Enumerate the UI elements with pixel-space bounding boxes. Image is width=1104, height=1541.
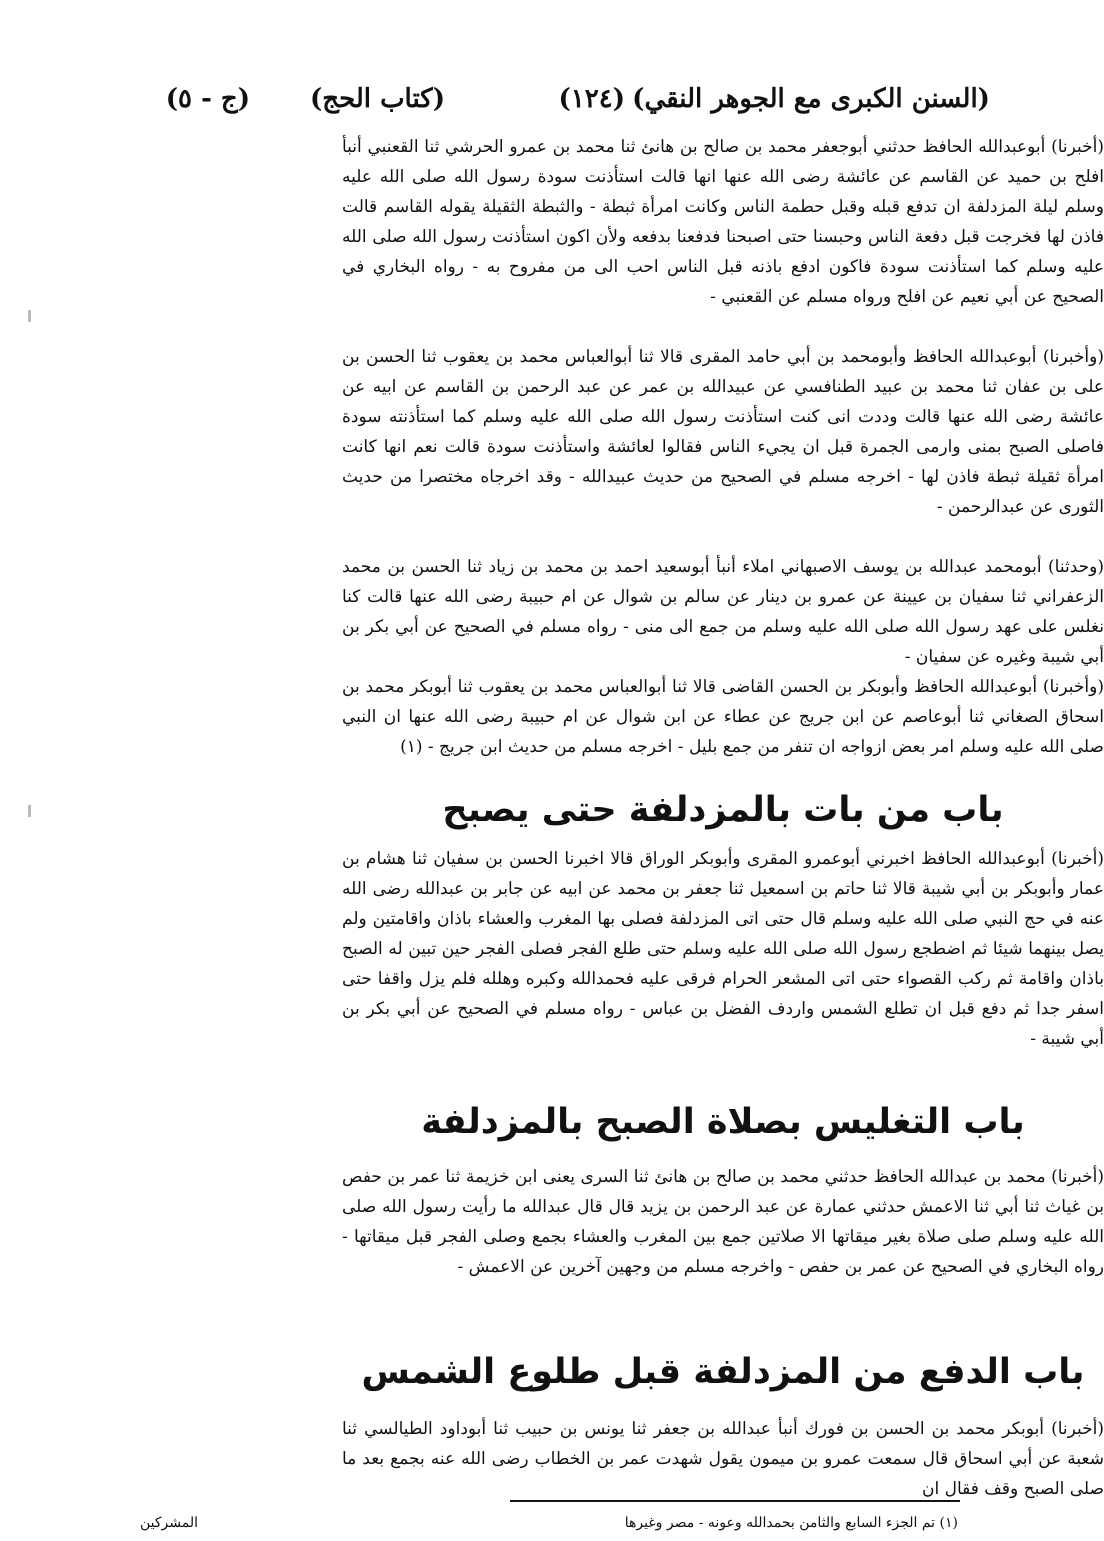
catchword: المشركين [140,1515,199,1531]
running-header [140,84,990,124]
hadith-paragraph-5: (أخبرنا) أبوعبدالله الحافظ اخبرني أبوعمرو المقرى وأبوبكر الوراق قالا اخبرنا الحسن بن سفيان ثنا هشام بن عمار وأبوبكر بن أبي شيبة قالا ثنا حاتم بن اسمعيل ثنا جعفر بن محمد عن ابيه عن جابر بن عبدالله رضى الله عنه في حج النبي صلى الله عليه وسلم قال حتى اتى المزدلفة فصلى بها المغرب والعشاء باذان واقامتين ولم يصل بينهما شيئا ثم اضطجع رسول الله صلى الله عليه وسلم حتى طلع الفجر فصلى الفجر حين تبين له الصبح باذان واقامة ثم ركب القصواء حتى اتى المشعر الحرام فرقى عليه فحمدالله وكبره وهلله فلم يزل واقفا حتى اسفر جدا ثم دفع قبل ان تطلع الشمس واردف الفضل بن عباس - رواه مسلم في الصحيح عن أبي بكر بن أبي شيبة - [342,849,1104,1049]
hadith-paragraph-3: (وحدثنا) أبومحمد عبدالله بن يوسف الاصبهاني املاء أنبأ أبوسعيد احمد بن محمد بن زياد ثنا الحسن بن محمد الزعفراني ثنا سفيان بن عيينة عن عمرو بن دينار عن سالم بن شوال عن ام حبيبة رضى الله عنها قالت كنا نغلس على عهد رسول الله صلى الله عليه وسلم من جمع الى منى - رواه مسلم في الصحيح عن أبي بكر بن أبي شيبة وغيره عن سفيان - [342,557,1104,667]
footnote-divider [510,1500,960,1502]
scan-speck [28,310,31,322]
chapter-heading-2: باب التغليس بصلاة الصبح بالمزدلفة [421,1102,1025,1142]
hadith-paragraph-2: (وأخبرنا) أبوعبدالله الحافظ وأبومحمد بن أبي حامد المقرى قالا ثنا أبوالعباس محمد بن يعقوب ثنا الحسن بن على بن عفان ثنا محمد بن عبيد الطنافسي عن عبيدالله بن عمر عن عبد الرحمن بن القاسم عن ابيه عن عائشة رضى الله عنها قالت وددت انى كنت استأذنت رسول الله صلى الله عليه وسلم كما استأذنته سودة فاصلى الصبح بمنى وارمى الجمرة قبل ان يجيء الناس فقالوا لعائشة واستأذنت سودة قالت نعم انها كانت امرأة ثقيلة ثبطة فاذن لها - اخرجه مسلم في الصحيح من حديث عبيدالله - وقد اخرجاه مختصرا من حديث الثورى عن عبدالرحمن - [342,347,1104,517]
volume-number: (ج - ٥) [165,84,250,114]
page-number: (١٢٤) [558,84,625,114]
book-title: (كتاب الحج) [310,84,445,114]
hadith-paragraph-4: (وأخبرنا) أبوعبدالله الحافظ وأبوبكر بن الحسن القاضى قالا ثنا أبوالعباس محمد بن يعقوب ثنا أبوبكر محمد بن اسحاق الصغاني ثنا أبوعاصم عن ابن جريج عن عطاء عن ابن شوال عن ام حبيبة رضى الله عنها ان النبي صلى الله عليه وسلم امر بعض ازواجه ان تنفر من جمع بليل - اخرجه مسلم من حديث ابن جريج - (١) [342,677,1104,757]
chapter-heading-1: باب من بات بالمزدلفة حتى يصبح [442,790,1004,830]
hadith-paragraph-6: (أخبرنا) محمد بن عبدالله الحافظ حدثني محمد بن صالح بن هانئ ثنا السرى يعنى ابن خزيمة ثنا عمر بن حفص بن غياث ثنا أبي ثنا الاعمش حدثني عمارة عن عبد الرحمن بن يزيد قال قال عبدالله ما رأيت رسول الله صلى الله عليه وسلم صلى صلاة بغير ميقاتها الا صلاتين جمع بين المغرب والعشاء بجمع وصلى الفجر قبل ميقاتها - رواه البخاري في الصحيح عن عمر بن حفص - واخرجه مسلم من وجهين آخرين عن الاعمش - [342,1167,1104,1277]
header-title: (السنن الكبرى مع الجوهر النقي) [632,84,990,114]
hadith-paragraph-1: (أخبرنا) أبوعبدالله الحافظ حدثني أبوجعفر محمد بن صالح بن هانئ ثنا محمد بن عمرو الحرشي ثنا القعنبي أنبأ افلح بن حميد عن القاسم عن عائشة رضى الله عنها انها قالت استأذنت سودة رسول الله صلى الله عليه وسلم ليلة المزدلفة ان تدفع قبله وقبل حطمة الناس وكانت امرأة ثبطة - والثبطة الثقيلة يقوله القاسم قالت فاذن لها فخرجت قبل دفعة الناس وحبسنا حتى اصبحنا فدفعنا بدفعه ولأن اكون استأذنت رسول الله صلى الله عليه وسلم كما استأذنت سودة فاكون ادفع باذنه قبل الناس احب الى من مفروح به - رواه البخاري في الصحيح عن أبي نعيم عن افلح ورواه مسلم عن القعنبي - [342,137,1104,307]
footnote: (١) تم الجزء السابع والثامن بحمدالله وعونه - مصر وغيرها [624,1515,958,1531]
hadith-paragraph-7: (أخبرنا) أبوبكر محمد بن الحسن بن فورك أنبأ عبدالله بن جعفر ثنا يونس بن حبيب ثنا أبوداود الطيالسي ثنا شعبة عن أبي اسحاق قال سمعت عمرو بن ميمون يقول شهدت عمر بن الخطاب رضى الله عنه بجمع بعد ما صلى الصبح وقف فقال ان [342,1419,1104,1499]
chapter-heading-3: باب الدفع من المزدلفة قبل طلوع الشمس [361,1352,1085,1392]
scan-speck [28,805,31,817]
